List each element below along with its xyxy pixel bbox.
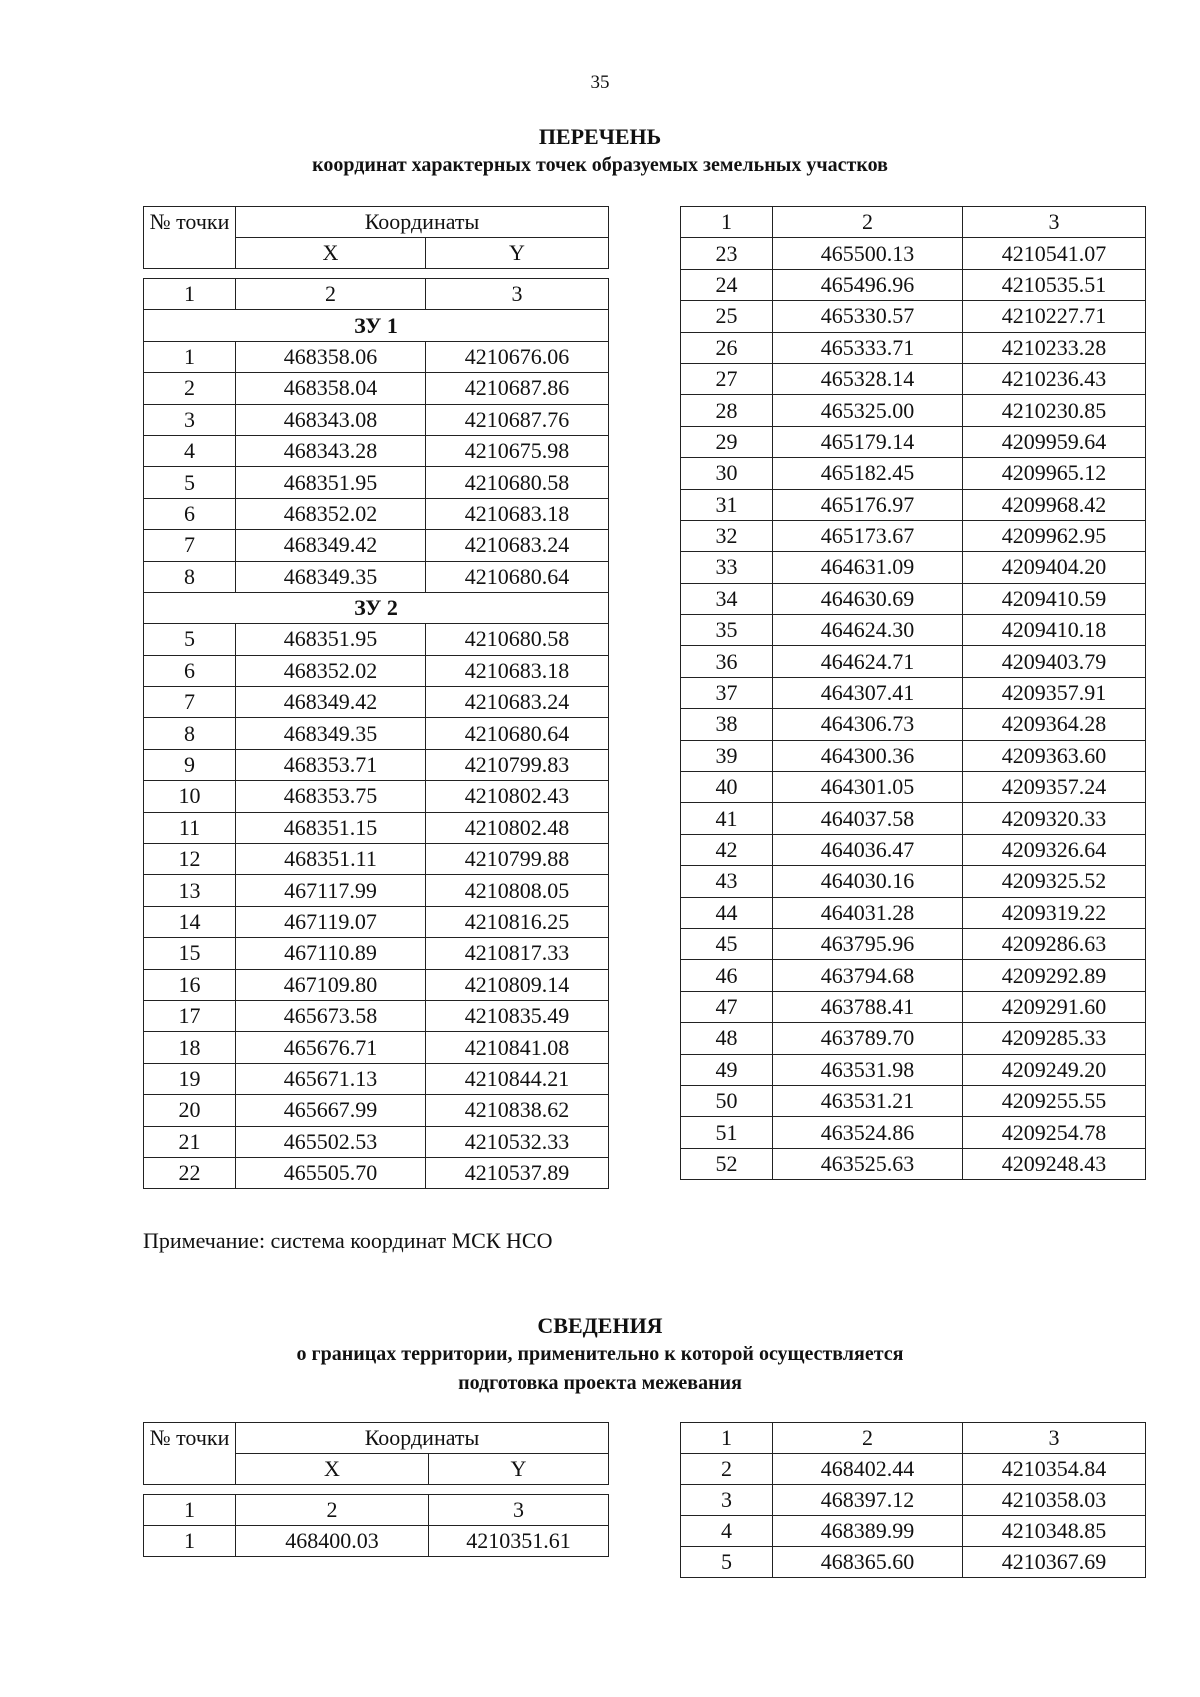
y-coordinate-cell: 4209255.55 xyxy=(963,1085,1146,1116)
y-coordinate-cell: 4210802.48 xyxy=(426,812,609,843)
table-row xyxy=(681,615,1146,646)
section1-left-table xyxy=(143,278,609,1189)
point-number-cell: 12 xyxy=(144,844,236,875)
point-number-cell: 43 xyxy=(681,866,773,897)
y-coordinate-cell: 4209404.20 xyxy=(963,552,1146,583)
x-coordinate-cell: 463531.98 xyxy=(773,1054,963,1085)
point-number-cell: 18 xyxy=(144,1032,236,1063)
x-coordinate-cell: 465330.57 xyxy=(773,301,963,332)
y-coordinate-cell: 4209363.60 xyxy=(963,740,1146,771)
point-number-cell: 5 xyxy=(681,1547,773,1578)
x-coordinate-cell: 464624.30 xyxy=(773,615,963,646)
point-number-cell: 25 xyxy=(681,301,773,332)
point-number-cell: 7 xyxy=(144,687,236,718)
point-number-cell: 42 xyxy=(681,834,773,865)
point-number-cell: 48 xyxy=(681,1023,773,1054)
point-number-cell: 11 xyxy=(144,812,236,843)
y-coordinate-cell: 4210799.88 xyxy=(426,844,609,875)
x-header: X xyxy=(236,1454,429,1485)
y-coordinate-cell: 4210687.86 xyxy=(426,373,609,404)
x-coordinate-cell: 463531.21 xyxy=(773,1085,963,1116)
section2-left-table xyxy=(143,1494,609,1557)
x-coordinate-cell: 465182.45 xyxy=(773,458,963,489)
y-coordinate-cell: 4210233.28 xyxy=(963,332,1146,363)
table-row xyxy=(144,687,609,718)
coords-header: Координаты xyxy=(236,1423,609,1454)
y-coordinate-cell: 4210541.07 xyxy=(963,238,1146,269)
point-number-cell: 1 xyxy=(144,1526,236,1557)
y-coordinate-cell: 4210835.49 xyxy=(426,1000,609,1031)
x-coordinate-cell: 465333.71 xyxy=(773,332,963,363)
y-coordinate-cell: 4210535.51 xyxy=(963,269,1146,300)
table-row xyxy=(144,812,609,843)
y-coordinate-cell: 4210816.25 xyxy=(426,906,609,937)
x-coordinate-cell: 463794.68 xyxy=(773,960,963,991)
x-coordinate-cell: 468352.02 xyxy=(236,498,426,529)
point-number-cell: 23 xyxy=(681,238,773,269)
table-row xyxy=(681,866,1146,897)
point-number-cell: 45 xyxy=(681,928,773,959)
table-row xyxy=(681,1023,1146,1054)
point-number-cell: 4 xyxy=(144,435,236,466)
section2-left-header xyxy=(143,1422,609,1485)
x-coordinate-cell: 468349.35 xyxy=(236,561,426,592)
x-coordinate-cell: 468352.02 xyxy=(236,655,426,686)
table-row xyxy=(681,426,1146,457)
table-row xyxy=(144,1526,609,1557)
point-number-cell: 38 xyxy=(681,709,773,740)
table-row xyxy=(144,844,609,875)
point-number-cell: 49 xyxy=(681,1054,773,1085)
point-number-cell: 50 xyxy=(681,1085,773,1116)
x-coordinate-cell: 463524.86 xyxy=(773,1117,963,1148)
x-coordinate-cell: 468343.08 xyxy=(236,404,426,435)
section1-right-table xyxy=(680,206,1146,1180)
point-number-cell: 30 xyxy=(681,458,773,489)
table-row xyxy=(144,938,609,969)
table-row xyxy=(681,709,1146,740)
table-row xyxy=(681,583,1146,614)
y-coordinate-cell: 4210680.58 xyxy=(426,624,609,655)
table-row xyxy=(144,341,609,372)
x-coordinate-cell: 464624.71 xyxy=(773,646,963,677)
x-coordinate-cell: 465173.67 xyxy=(773,520,963,551)
point-number-cell: 32 xyxy=(681,520,773,551)
x-coordinate-cell: 464301.05 xyxy=(773,772,963,803)
point-number-cell: 1 xyxy=(144,1495,236,1526)
point-number-cell: 15 xyxy=(144,938,236,969)
y-coordinate-cell: 4209249.20 xyxy=(963,1054,1146,1085)
point-number-cell: 16 xyxy=(144,969,236,1000)
table-row xyxy=(681,928,1146,959)
point-number-cell: 33 xyxy=(681,552,773,583)
y-coordinate-cell: 4209410.59 xyxy=(963,583,1146,614)
point-number-cell: 1 xyxy=(144,279,236,310)
table-row xyxy=(144,781,609,812)
point-number-cell: 35 xyxy=(681,615,773,646)
y-coordinate-cell: 4209962.95 xyxy=(963,520,1146,551)
y-coordinate-cell: 4210683.24 xyxy=(426,530,609,561)
column-number-row xyxy=(144,279,609,310)
y-coordinate-cell: 3 xyxy=(429,1495,609,1526)
y-coordinate-cell: 4209319.22 xyxy=(963,897,1146,928)
x-coordinate-cell: 465671.13 xyxy=(236,1063,426,1094)
x-coordinate-cell: 468365.60 xyxy=(773,1547,963,1578)
point-number-cell: 10 xyxy=(144,781,236,812)
table-row xyxy=(144,1000,609,1031)
x-coordinate-cell: 468349.35 xyxy=(236,718,426,749)
table-row xyxy=(681,834,1146,865)
x-coordinate-cell: 2 xyxy=(236,279,426,310)
x-coordinate-cell: 468353.75 xyxy=(236,781,426,812)
x-coordinate-cell: 2 xyxy=(773,207,963,238)
point-number-cell: 44 xyxy=(681,897,773,928)
y-coordinate-cell: 4209357.91 xyxy=(963,677,1146,708)
table-row xyxy=(681,1085,1146,1116)
x-coordinate-cell: 468351.11 xyxy=(236,844,426,875)
y-coordinate-cell: 4209403.79 xyxy=(963,646,1146,677)
x-coordinate-cell: 465176.97 xyxy=(773,489,963,520)
table-row xyxy=(681,238,1146,269)
point-number-cell: 7 xyxy=(144,530,236,561)
table-row xyxy=(681,1454,1146,1485)
coordinate-system-note: Примечание: система координат МСК НСО xyxy=(143,1228,553,1253)
column-number-row xyxy=(144,1495,609,1526)
x-coordinate-cell: 465500.13 xyxy=(773,238,963,269)
x-coordinate-cell: 468358.04 xyxy=(236,373,426,404)
y-coordinate-cell: 4210367.69 xyxy=(963,1547,1146,1578)
x-coordinate-cell: 465505.70 xyxy=(236,1157,426,1188)
point-number-cell: 8 xyxy=(144,718,236,749)
y-coordinate-cell: 4210351.61 xyxy=(429,1526,609,1557)
x-coordinate-cell: 468349.42 xyxy=(236,687,426,718)
y-coordinate-cell: 4210683.24 xyxy=(426,687,609,718)
x-coordinate-cell: 468389.99 xyxy=(773,1516,963,1547)
page-number: 35 xyxy=(590,72,610,93)
y-coordinate-cell: 4209959.64 xyxy=(963,426,1146,457)
point-number-cell: 6 xyxy=(144,655,236,686)
y-coordinate-cell: 4209248.43 xyxy=(963,1148,1146,1179)
point-number-cell: 2 xyxy=(681,1454,773,1485)
y-coordinate-cell: 4210680.64 xyxy=(426,718,609,749)
table-row xyxy=(681,1547,1146,1578)
x-coordinate-cell: 468358.06 xyxy=(236,341,426,372)
point-number-cell: 51 xyxy=(681,1117,773,1148)
section2-subtitle-line1: о границах территории, применительно к которой осуществляется xyxy=(296,1343,904,1365)
y-coordinate-cell: 4210808.05 xyxy=(426,875,609,906)
y-coordinate-cell: 4209320.33 xyxy=(963,803,1146,834)
section1-subtitle: координат характерных точек образуемых земельных участков xyxy=(312,154,888,176)
table-row xyxy=(681,897,1146,928)
section2-title: СВЕДЕНИЯ xyxy=(537,1313,663,1338)
table-row xyxy=(681,1054,1146,1085)
table-row xyxy=(144,875,609,906)
y-coordinate-cell: 4210817.33 xyxy=(426,938,609,969)
x-coordinate-cell: 464631.09 xyxy=(773,552,963,583)
point-number-cell: 36 xyxy=(681,646,773,677)
x-coordinate-cell: 465673.58 xyxy=(236,1000,426,1031)
y-coordinate-cell: 4210687.76 xyxy=(426,404,609,435)
y-coordinate-cell: 4210841.08 xyxy=(426,1032,609,1063)
table-row xyxy=(681,677,1146,708)
table-row xyxy=(681,301,1146,332)
y-coordinate-cell: 4210537.89 xyxy=(426,1157,609,1188)
point-number-cell: 1 xyxy=(681,207,773,238)
table-row xyxy=(681,520,1146,551)
x-coordinate-cell: 463788.41 xyxy=(773,991,963,1022)
x-coordinate-cell: 2 xyxy=(773,1423,963,1454)
section1-left-header xyxy=(143,206,609,269)
coords-header: Координаты xyxy=(236,207,609,238)
section2-subtitle-line2: подготовка проекта межевания xyxy=(458,1372,742,1394)
table-row xyxy=(681,1117,1146,1148)
table-row xyxy=(681,363,1146,394)
table-row xyxy=(144,718,609,749)
point-number-cell: 1 xyxy=(681,1423,773,1454)
x-coordinate-cell: 464630.69 xyxy=(773,583,963,614)
y-header: Y xyxy=(426,238,609,269)
table-row xyxy=(681,489,1146,520)
table-row xyxy=(681,458,1146,489)
table-row xyxy=(681,803,1146,834)
point-number-cell: 14 xyxy=(144,906,236,937)
table-row xyxy=(681,552,1146,583)
x-coordinate-cell: 465502.53 xyxy=(236,1126,426,1157)
table-row xyxy=(144,1126,609,1157)
point-number-cell: 47 xyxy=(681,991,773,1022)
table-row xyxy=(144,435,609,466)
table-row xyxy=(144,624,609,655)
y-coordinate-cell: 4209285.33 xyxy=(963,1023,1146,1054)
point-number-cell: 20 xyxy=(144,1095,236,1126)
x-coordinate-cell: 465667.99 xyxy=(236,1095,426,1126)
parcel-label: ЗУ 1 xyxy=(144,310,609,341)
point-number-cell: 9 xyxy=(144,749,236,780)
table-row xyxy=(681,395,1146,426)
x-coordinate-cell: 464030.16 xyxy=(773,866,963,897)
y-coordinate-cell: 4210354.84 xyxy=(963,1454,1146,1485)
x-coordinate-cell: 468349.42 xyxy=(236,530,426,561)
x-coordinate-cell: 464036.47 xyxy=(773,834,963,865)
y-coordinate-cell: 4209291.60 xyxy=(963,991,1146,1022)
point-number-cell: 22 xyxy=(144,1157,236,1188)
y-coordinate-cell: 4210358.03 xyxy=(963,1485,1146,1516)
point-number-cell: 5 xyxy=(144,467,236,498)
point-number-cell: 41 xyxy=(681,803,773,834)
y-coordinate-cell: 4209325.52 xyxy=(963,866,1146,897)
table-row xyxy=(144,498,609,529)
y-coordinate-cell: 4210676.06 xyxy=(426,341,609,372)
x-coordinate-cell: 463795.96 xyxy=(773,928,963,959)
x-coordinate-cell: 465496.96 xyxy=(773,269,963,300)
point-number-cell: 19 xyxy=(144,1063,236,1094)
x-coordinate-cell: 467117.99 xyxy=(236,875,426,906)
table-row xyxy=(681,1516,1146,1547)
table-row xyxy=(681,332,1146,363)
x-coordinate-cell: 465179.14 xyxy=(773,426,963,457)
point-number-cell: 27 xyxy=(681,363,773,394)
table-row xyxy=(681,991,1146,1022)
point-number-cell: 34 xyxy=(681,583,773,614)
x-coordinate-cell: 463525.63 xyxy=(773,1148,963,1179)
x-coordinate-cell: 468400.03 xyxy=(236,1526,429,1557)
point-number-cell: 31 xyxy=(681,489,773,520)
y-coordinate-cell: 4209326.64 xyxy=(963,834,1146,865)
parcel-label: ЗУ 2 xyxy=(144,592,609,623)
y-coordinate-cell: 4210802.43 xyxy=(426,781,609,812)
table-row xyxy=(681,960,1146,991)
x-coordinate-cell: 464037.58 xyxy=(773,803,963,834)
y-coordinate-cell: 4209286.63 xyxy=(963,928,1146,959)
point-number-cell: 37 xyxy=(681,677,773,708)
table-row xyxy=(144,1032,609,1063)
y-coordinate-cell: 4210680.64 xyxy=(426,561,609,592)
x-coordinate-cell: 468397.12 xyxy=(773,1485,963,1516)
y-coordinate-cell: 4210230.85 xyxy=(963,395,1146,426)
point-number-cell: 40 xyxy=(681,772,773,803)
x-coordinate-cell: 468351.95 xyxy=(236,467,426,498)
point-number-cell: 6 xyxy=(144,498,236,529)
point-number-cell: 46 xyxy=(681,960,773,991)
table-row xyxy=(144,749,609,780)
table-row xyxy=(144,1095,609,1126)
y-coordinate-cell: 4209357.24 xyxy=(963,772,1146,803)
y-coordinate-cell: 4210809.14 xyxy=(426,969,609,1000)
point-header: № точки xyxy=(144,1423,236,1485)
x-coordinate-cell: 465328.14 xyxy=(773,363,963,394)
y-coordinate-cell: 4209292.89 xyxy=(963,960,1146,991)
point-number-cell: 5 xyxy=(144,624,236,655)
y-coordinate-cell: 4209410.18 xyxy=(963,615,1146,646)
point-number-cell: 4 xyxy=(681,1516,773,1547)
y-coordinate-cell: 4210799.83 xyxy=(426,749,609,780)
x-coordinate-cell: 465325.00 xyxy=(773,395,963,426)
point-number-cell: 29 xyxy=(681,426,773,457)
point-number-cell: 3 xyxy=(681,1485,773,1516)
table-row xyxy=(681,646,1146,677)
point-header: № точки xyxy=(144,207,236,269)
point-number-cell: 1 xyxy=(144,341,236,372)
point-number-cell: 3 xyxy=(144,404,236,435)
section2-right-table xyxy=(680,1422,1146,1578)
table-row xyxy=(144,906,609,937)
y-coordinate-cell: 4210532.33 xyxy=(426,1126,609,1157)
section1-title: ПЕРЕЧЕНЬ xyxy=(538,124,662,149)
x-coordinate-cell: 464300.36 xyxy=(773,740,963,771)
column-number-row xyxy=(681,1423,1146,1454)
x-coordinate-cell: 463789.70 xyxy=(773,1023,963,1054)
x-coordinate-cell: 468402.44 xyxy=(773,1454,963,1485)
table-row xyxy=(681,269,1146,300)
table-row xyxy=(144,1063,609,1094)
point-number-cell: 2 xyxy=(144,373,236,404)
y-coordinate-cell: 4210683.18 xyxy=(426,655,609,686)
y-coordinate-cell: 4209965.12 xyxy=(963,458,1146,489)
x-coordinate-cell: 468351.15 xyxy=(236,812,426,843)
x-coordinate-cell: 2 xyxy=(236,1495,429,1526)
table-row xyxy=(681,740,1146,771)
x-header: X xyxy=(236,238,426,269)
parcel-group-row xyxy=(144,310,609,341)
table-row xyxy=(144,467,609,498)
table-row xyxy=(144,373,609,404)
y-coordinate-cell: 4210838.62 xyxy=(426,1095,609,1126)
table-row xyxy=(681,1485,1146,1516)
x-coordinate-cell: 467119.07 xyxy=(236,906,426,937)
x-coordinate-cell: 468353.71 xyxy=(236,749,426,780)
point-number-cell: 13 xyxy=(144,875,236,906)
table-row xyxy=(144,404,609,435)
table-row xyxy=(144,530,609,561)
table-row xyxy=(681,1148,1146,1179)
x-coordinate-cell: 467109.80 xyxy=(236,969,426,1000)
y-coordinate-cell: 4209254.78 xyxy=(963,1117,1146,1148)
y-coordinate-cell: 3 xyxy=(426,279,609,310)
y-coordinate-cell: 3 xyxy=(963,1423,1146,1454)
table-row xyxy=(144,1157,609,1188)
point-number-cell: 21 xyxy=(144,1126,236,1157)
x-coordinate-cell: 465676.71 xyxy=(236,1032,426,1063)
y-coordinate-cell: 4210348.85 xyxy=(963,1516,1146,1547)
x-coordinate-cell: 464031.28 xyxy=(773,897,963,928)
point-number-cell: 28 xyxy=(681,395,773,426)
y-coordinate-cell: 4210236.43 xyxy=(963,363,1146,394)
x-coordinate-cell: 464306.73 xyxy=(773,709,963,740)
parcel-group-row xyxy=(144,592,609,623)
y-coordinate-cell: 4210844.21 xyxy=(426,1063,609,1094)
y-header: Y xyxy=(429,1454,609,1485)
table-row xyxy=(144,969,609,1000)
y-coordinate-cell: 4210227.71 xyxy=(963,301,1146,332)
point-number-cell: 8 xyxy=(144,561,236,592)
table-row xyxy=(681,772,1146,803)
point-number-cell: 17 xyxy=(144,1000,236,1031)
point-number-cell: 24 xyxy=(681,269,773,300)
column-number-row xyxy=(681,207,1146,238)
y-coordinate-cell: 4210675.98 xyxy=(426,435,609,466)
table-row xyxy=(144,655,609,686)
y-coordinate-cell: 4209968.42 xyxy=(963,489,1146,520)
x-coordinate-cell: 464307.41 xyxy=(773,677,963,708)
x-coordinate-cell: 468343.28 xyxy=(236,435,426,466)
table-row xyxy=(144,561,609,592)
x-coordinate-cell: 467110.89 xyxy=(236,938,426,969)
y-coordinate-cell: 4210683.18 xyxy=(426,498,609,529)
y-coordinate-cell: 4210680.58 xyxy=(426,467,609,498)
point-number-cell: 52 xyxy=(681,1148,773,1179)
y-coordinate-cell: 4209364.28 xyxy=(963,709,1146,740)
point-number-cell: 39 xyxy=(681,740,773,771)
y-coordinate-cell: 3 xyxy=(963,207,1146,238)
x-coordinate-cell: 468351.95 xyxy=(236,624,426,655)
point-number-cell: 26 xyxy=(681,332,773,363)
